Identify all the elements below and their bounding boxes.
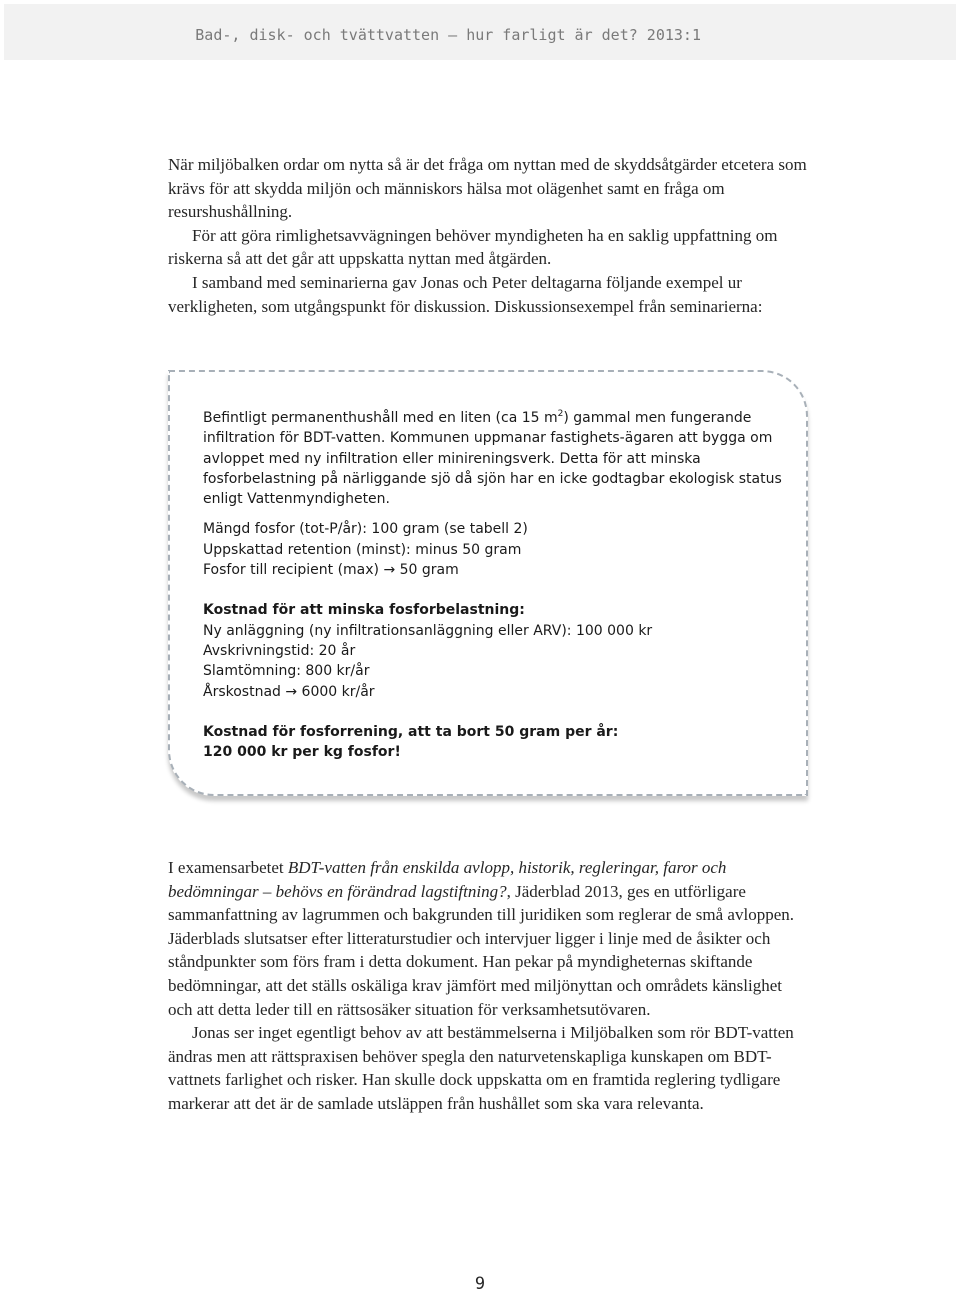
outro-paragraph-1 [168, 856, 808, 1021]
page-number: 9 [474, 1274, 486, 1294]
sludge-emptying-cost: Slamtömning: 800 kr/år [203, 663, 370, 680]
outro-section [168, 856, 808, 1116]
superscript-2: 2 [557, 409, 564, 419]
depreciation-period: Avskrivningstid: 20 år [203, 642, 356, 659]
outro-paragraph-1-suffix: , Jäderblad 2013, ges en utförligare sammanfattning av lagrummen och bakgrunden till juridiken som reglerar de små avloppen. Jäderblads slutsatser efter litteraturstudier och intervjuer ligger i linje med de åsikter och ståndpunkter som förs fram i detta dokument. Han pekar på myndigheternas skiftande bedömningar, att det ställs oskäliga krav jämfört med miljönyttan och områdets känslighet och att detta leder till en rättsosäker situation för verksamhetsutövaren. [168, 881, 794, 1019]
intro-section [168, 153, 808, 318]
example-description-part-1: Befintligt permanenthushåll med en liten (ca 15 m [203, 410, 558, 426]
thesis-title: BDT-vatten från enskilda avlopp, historik, regleringar, faror och bedömningar – behövs en förändrad lagstiftning? [168, 858, 727, 901]
summary-line-1: Kostnad för fosforrening, att ta bort 50 gram per år: [203, 723, 619, 740]
example-description-part-2: ) gammal men fungerande infiltration för BDT-vatten. Kommunen uppmanar fastighets-ägaren att bygga om avloppet med ny infiltration eller minireningsverk. Detta för att minska fosforbelastning på närliggande sjö då sjön har en icke godtagbar ekologisk status enligt Vattenmyndigheten. [203, 410, 782, 508]
header-title: Bad-, disk- och tvättvatten – hur farligt är det? 2013:1 [195, 26, 701, 44]
outro-paragraph-1-prefix: I examensarbetet [168, 858, 288, 877]
intro-paragraph-3: I samband med seminarierna gav Jonas och Peter deltagarna följande exempel ur verkligheten, som utgångspunkt för diskussion. Diskussionsexempel från seminarierna: [168, 272, 763, 316]
discussion-example-content [203, 408, 788, 762]
outro-paragraph-2: Jonas ser inget egentligt behov av att bestämmelserna i Miljöbalken som rör BDT-vatten ändras men att rättspraxisen behöver spegla den naturvetenskapliga kunskapen om BDT-vattnets farlighet och risker. Han skulle dock uppskatta om en framtida reglering tydligare markerar att det är de samlade utsläppen från hushållet som ska vara relevanta. [168, 1023, 794, 1113]
intro-paragraph-2: För att göra rimlighetsavvägningen behöver myndigheten ha en saklig uppfattning om riskerna så att det går att uppskatta nyttan med åtgärden. [168, 225, 778, 269]
new-installation-cost: Ny anläggning (ny infiltrationsanläggning eller ARV): 100 000 kr [203, 622, 653, 639]
page-header [4, 4, 956, 60]
example-description [203, 408, 788, 509]
summary-line-2: 120 000 kr per kg fosfor! [203, 744, 401, 761]
cost-heading: Kostnad för att minska fosforbelastning: [203, 602, 525, 619]
recipient-line: Fosfor till recipient (max) → 50 gram [203, 562, 459, 579]
discussion-example-box [168, 370, 808, 796]
intro-paragraph-1: När miljöbalken ordar om nytta så är det fråga om nyttan med de skyddsåtgärder etcetera som krävs för att skydda miljön och människors hälsa mot olägenhet samt en fråga om resurshushållning. [168, 155, 807, 222]
annual-cost: Årskostnad → 6000 kr/år [203, 683, 375, 700]
retention-line: Uppskattad retention (minst): minus 50 gram [203, 541, 522, 558]
phosphorus-amount-line: Mängd fosfor (tot-P/år): 100 gram (se tabell 2) [203, 521, 528, 538]
